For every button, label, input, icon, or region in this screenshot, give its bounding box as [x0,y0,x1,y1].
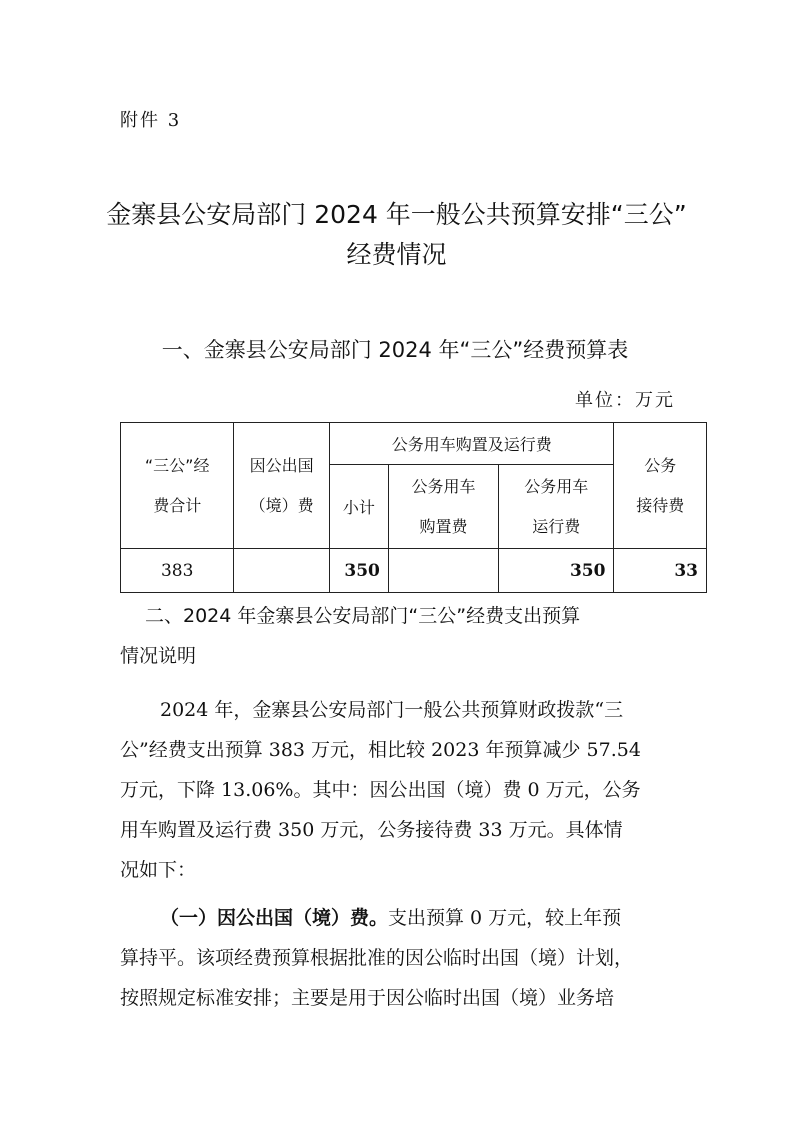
cell-abroad [234,549,330,593]
header-operation-line1: 公务用车 [524,476,589,496]
paragraph-line: 2024 年，金寨县公安局部门一般公共预算财政拨款“三 [160,699,624,721]
table-row [121,549,707,593]
cell-operation: 350 [499,549,614,593]
paragraph-line: 按照规定标准安排；主要是用于因公临时出国（境）业务培 [120,987,615,1009]
paragraph-abroad [120,898,680,1018]
cell-subtotal: 350 [329,549,388,593]
table-header-row-1 [121,423,707,465]
document-title-line1: 金寨县公安局部门 2024 年一般公共预算安排“三公” [106,200,687,229]
document-title-line2: 经费情况 [346,240,447,269]
header-reception [614,423,707,549]
section1-heading: 一、金寨县公安局部门 2024 年“三公”经费预算表 [161,338,629,362]
header-total [121,423,234,549]
cell-purchase [388,549,498,593]
paragraph-text: 支出预算 0 万元，较上年预 [388,907,622,929]
header-operation-line2: 运行费 [532,516,581,536]
paragraph-line: 用车购置及运行费 350 万元，公务接待费 33 万元。具体情 [120,819,623,841]
paragraph-line: 况如下： [120,859,197,881]
paragraph-line: 算持平。该项经费预算根据批准的因公临时出国（境）计划， [120,947,634,969]
paragraph-line: 公”经费支出预算 383 万元，相比较 2023 年预算减少 57.54 [120,739,641,761]
header-subtotal: 小计 [329,465,388,549]
paragraph-line [120,898,680,938]
header-abroad-line1: 因公出国 [249,455,314,475]
header-abroad-line2: （境）费 [249,495,314,515]
unit-label: 单位：万元 [575,390,675,411]
header-total-line2: 费合计 [153,495,202,515]
header-total-line1: “三公”经 [144,455,210,475]
subsection-lead: （一）因公出国（境）费。 [160,907,389,929]
cell-total: 383 [121,549,234,593]
header-purchase-line1: 公务用车 [411,476,476,496]
header-reception-line1: 公务 [644,455,677,475]
paragraph-line: 万元，下降 13.06%。其中：因公出国（境）费 0 万元，公务 [120,779,641,801]
header-abroad [234,423,330,549]
section2-heading-line1: 二、2024 年金寨县公安局部门“三公”经费支出预算 [145,605,581,627]
budget-table [120,422,707,593]
section2-heading [120,596,680,676]
header-operation [499,465,614,549]
header-vehicle-group: 公务用车购置及运行费 [329,423,613,465]
section2-heading-line2: 情况说明 [120,645,197,667]
header-purchase [388,465,498,549]
cell-reception: 33 [614,549,707,593]
header-purchase-line2: 购置费 [419,516,468,536]
paragraph-summary [120,690,680,890]
attachment-label: 附件 3 [120,110,182,131]
header-reception-line2: 接待费 [636,495,685,515]
